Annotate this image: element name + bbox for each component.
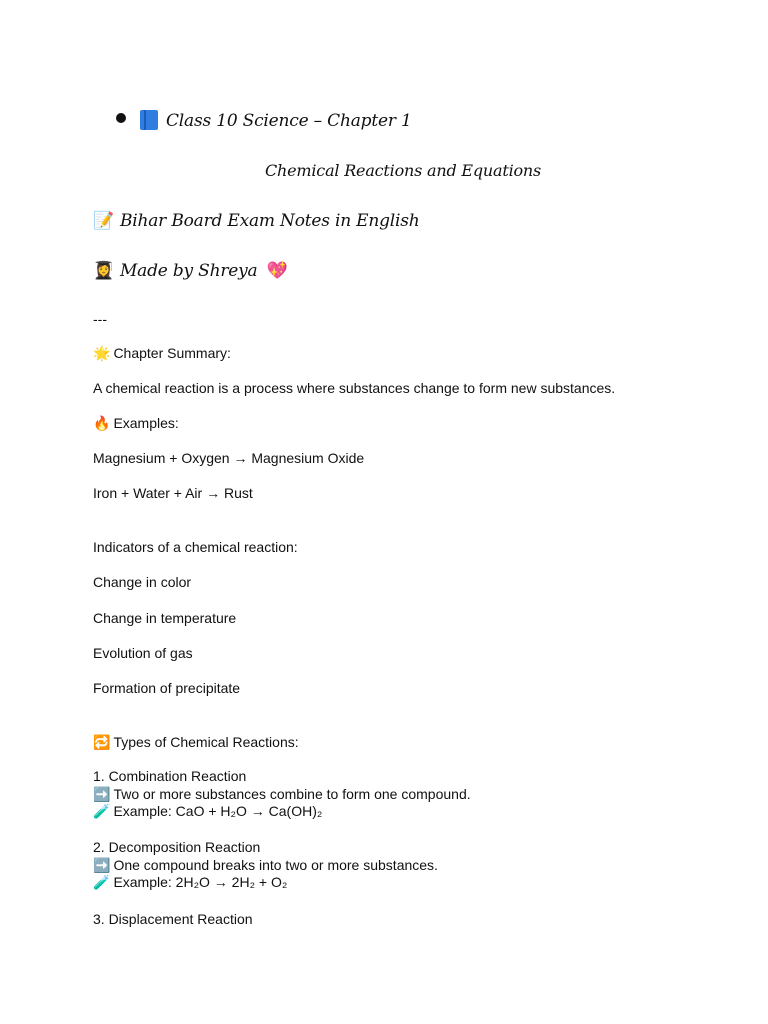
bullet-marker bbox=[116, 113, 126, 123]
author-line: 👩‍🎓 Made by Shreya 💖 bbox=[93, 261, 288, 281]
summary-heading: 🌟 Chapter Summary: bbox=[93, 345, 231, 362]
reaction-description: ➡️ One compound breaks into two or more substances. bbox=[93, 856, 438, 874]
reaction-example: 🧪 Example: CaO + H₂O → Ca(OH)₂ bbox=[93, 803, 323, 820]
test-tube-icon: 🧪 bbox=[93, 875, 111, 891]
page-title: Class 10 Science – Chapter 1 bbox=[140, 110, 412, 130]
right-arrow-icon: ➡️ bbox=[93, 857, 111, 874]
indicators-heading: Indicators of a chemical reaction: bbox=[93, 539, 298, 555]
example-item: Iron + Water + Air → Rust bbox=[93, 485, 253, 501]
summary-text: A chemical reaction is a process where substances change to form new substances. bbox=[93, 380, 616, 396]
indicator-item: Change in color bbox=[93, 574, 192, 590]
reaction-title: 2. Decomposition Reaction bbox=[93, 839, 261, 855]
reaction-title: 1. Combination Reaction bbox=[93, 768, 247, 784]
examples-heading: 🔥 Examples: bbox=[93, 415, 179, 432]
student-icon: 👩‍🎓 bbox=[93, 261, 114, 281]
blue-book-icon bbox=[140, 110, 158, 130]
example-item: Magnesium + Oxygen → Magnesium Oxide bbox=[93, 450, 365, 466]
sparkling-heart-icon: 💖 bbox=[266, 261, 288, 281]
repeat-icon: 🔁 bbox=[93, 735, 111, 751]
test-tube-icon: 🧪 bbox=[93, 804, 111, 820]
indicator-item: Change in temperature bbox=[93, 610, 237, 626]
reaction-type-decomposition bbox=[93, 839, 438, 892]
chapter-subtitle: Chemical Reactions and Equations bbox=[265, 161, 542, 180]
reaction-title: 3. Displacement Reaction bbox=[93, 911, 253, 927]
reaction-description: ➡️ Two or more substances combine to form one compound. bbox=[93, 785, 471, 803]
notes-line: 📝 Bihar Board Exam Notes in English bbox=[93, 211, 420, 231]
separator: --- bbox=[93, 311, 107, 327]
memo-icon: 📝 bbox=[93, 211, 114, 231]
right-arrow-icon: ➡️ bbox=[93, 786, 111, 803]
indicator-item: Formation of precipitate bbox=[93, 680, 241, 696]
reaction-type-combination bbox=[93, 768, 471, 821]
reaction-example: 🧪 Example: 2H₂O → 2H₂ + O₂ bbox=[93, 874, 288, 891]
star-icon: 🌟 bbox=[93, 346, 111, 362]
indicator-item: Evolution of gas bbox=[93, 645, 193, 661]
fire-icon: 🔥 bbox=[93, 416, 111, 432]
types-heading: 🔁 Types of Chemical Reactions: bbox=[93, 734, 299, 751]
